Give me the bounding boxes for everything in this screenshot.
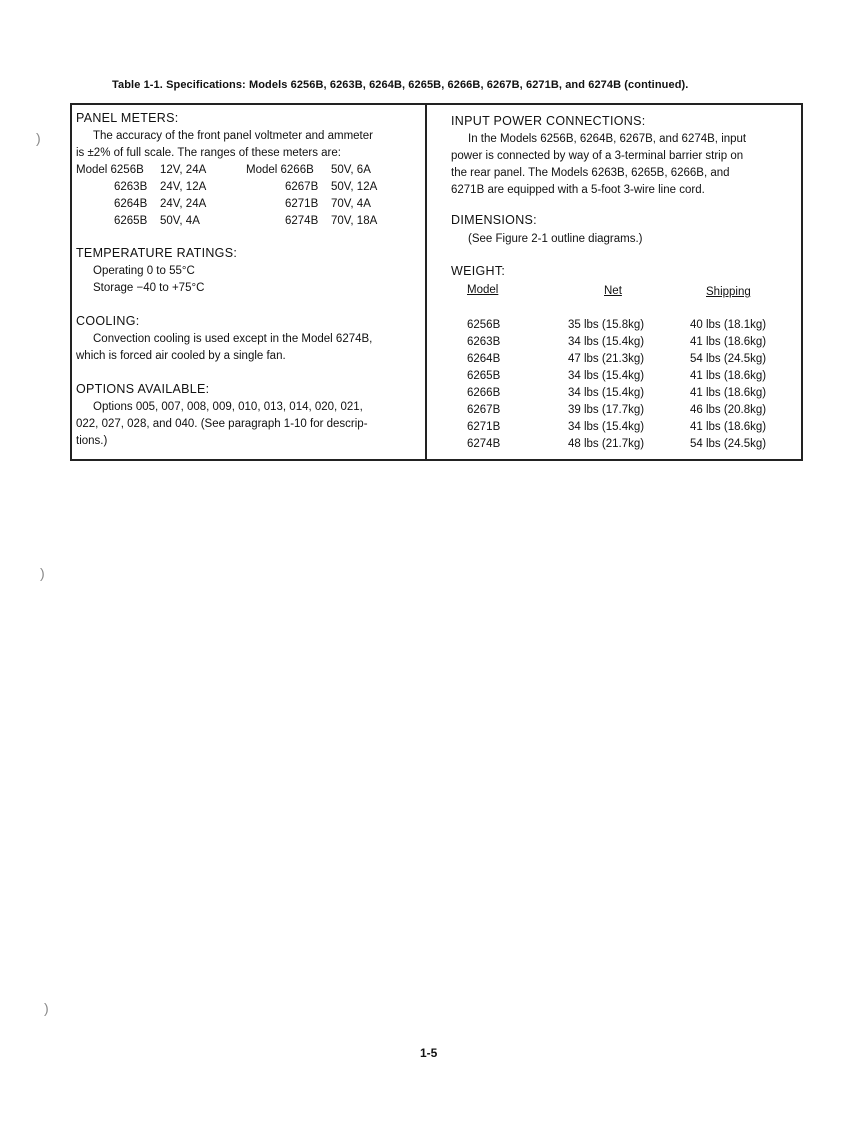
input-power-heading: INPUT POWER CONNECTIONS: — [451, 114, 646, 128]
temperature-storage: Storage −40 to +75°C — [93, 282, 205, 294]
temperature-heading: TEMPERATURE RATINGS: — [76, 246, 238, 260]
binder-mark: ) — [44, 1000, 49, 1016]
weight-row-shipping: 41 lbs (18.6kg) — [690, 336, 767, 348]
weight-row-model: 6256B — [467, 319, 501, 331]
options-line1: Options 005, 007, 008, 009, 010, 013, 014, 020, 021, — [93, 401, 363, 413]
input-power-line4: 6271B are equipped with a 5-foot 3-wire line cord. — [451, 184, 705, 196]
weight-row-shipping: 41 lbs (18.6kg) — [690, 421, 767, 433]
weight-row-shipping: 46 lbs (20.8kg) — [690, 404, 767, 416]
meter-left-range-0: 12V, 24A — [160, 164, 207, 176]
panel-meters-line2: is ±2% of full scale. The ranges of these meters are: — [76, 147, 341, 159]
meter-right-range-3: 70V, 18A — [331, 215, 378, 227]
panel-meters-line1: The accuracy of the front panel voltmeter and ammeter — [93, 130, 373, 142]
weight-row-shipping: 54 lbs (24.5kg) — [690, 438, 767, 450]
input-power-line2: power is connected by way of a 3-terminal barrier strip on — [451, 150, 744, 162]
weight-heading: WEIGHT: — [451, 264, 506, 278]
weight-row-net: 34 lbs (15.4kg) — [568, 421, 645, 433]
dimensions-line1: (See Figure 2-1 outline diagrams.) — [468, 233, 643, 245]
weight-row-net: 34 lbs (15.4kg) — [568, 336, 645, 348]
meter-right-model-1: 6267B — [285, 181, 319, 193]
weight-row-net: 34 lbs (15.4kg) — [568, 370, 645, 382]
weight-row-shipping: 41 lbs (18.6kg) — [690, 370, 767, 382]
panel-meters-heading: PANEL METERS: — [76, 111, 179, 125]
column-divider — [425, 103, 427, 461]
binder-mark: ) — [36, 130, 41, 146]
cooling-heading: COOLING: — [76, 314, 140, 328]
meter-left-range-1: 24V, 12A — [160, 181, 207, 193]
meter-right-range-0: 50V, 6A — [331, 164, 371, 176]
meter-left-model-3: 6265B — [114, 215, 148, 227]
meter-left-model-2: 6264B — [114, 198, 148, 210]
weight-row-net: 35 lbs (15.8kg) — [568, 319, 645, 331]
meter-right-range-1: 50V, 12A — [331, 181, 378, 193]
meter-left-model-1: 6263B — [114, 181, 148, 193]
options-line3: tions.) — [76, 435, 108, 447]
weight-row-model: 6264B — [467, 353, 501, 365]
weight-row-shipping: 40 lbs (18.1kg) — [690, 319, 767, 331]
input-power-line3: the rear panel. The Models 6263B, 6265B, 6266B, and — [451, 167, 730, 179]
options-line2: 022, 027, 028, and 040. (See paragraph 1-10 for descrip- — [76, 418, 368, 430]
weight-row-net: 34 lbs (15.4kg) — [568, 387, 645, 399]
weight-row-model: 6266B — [467, 387, 501, 399]
binder-mark: ) — [40, 565, 45, 581]
weight-row-model: 6267B — [467, 404, 501, 416]
meter-left-range-2: 24V, 24A — [160, 198, 207, 210]
weight-col-net: Net — [604, 285, 622, 297]
cooling-line2: which is forced air cooled by a single fan. — [76, 350, 286, 362]
weight-col-model: Model — [467, 284, 499, 296]
meter-right-range-2: 70V, 4A — [331, 198, 371, 210]
temperature-operating: Operating 0 to 55°C — [93, 265, 195, 277]
weight-row-shipping: 54 lbs (24.5kg) — [690, 353, 767, 365]
meter-left-range-3: 50V, 4A — [160, 215, 200, 227]
weight-row-model: 6274B — [467, 438, 501, 450]
cooling-line1: Convection cooling is used except in the Model 6274B, — [93, 333, 373, 345]
weight-row-model: 6263B — [467, 336, 501, 348]
weight-row-shipping: 41 lbs (18.6kg) — [690, 387, 767, 399]
weight-row-net: 47 lbs (21.3kg) — [568, 353, 645, 365]
meter-right-model-3: 6274B — [285, 215, 319, 227]
meter-right-model-2: 6271B — [285, 198, 319, 210]
weight-row-model: 6265B — [467, 370, 501, 382]
options-heading: OPTIONS AVAILABLE: — [76, 382, 210, 396]
weight-row-net: 48 lbs (21.7kg) — [568, 438, 645, 450]
weight-row-net: 39 lbs (17.7kg) — [568, 404, 645, 416]
dimensions-heading: DIMENSIONS: — [451, 213, 537, 227]
weight-row-model: 6271B — [467, 421, 501, 433]
page-number: 1-5 — [420, 1046, 438, 1060]
meter-right-model-0: Model 6266B — [246, 164, 314, 176]
meter-left-model-0: Model 6256B — [76, 164, 144, 176]
weight-col-shipping: Shipping — [706, 286, 751, 298]
table-caption: Table 1-1. Specifications: Models 6256B, 6263B, 6264B, 6265B, 6266B, 6267B, 6271B, and 6274B (continued). — [112, 79, 689, 91]
input-power-line1: In the Models 6256B, 6264B, 6267B, and 6274B, input — [468, 133, 747, 145]
